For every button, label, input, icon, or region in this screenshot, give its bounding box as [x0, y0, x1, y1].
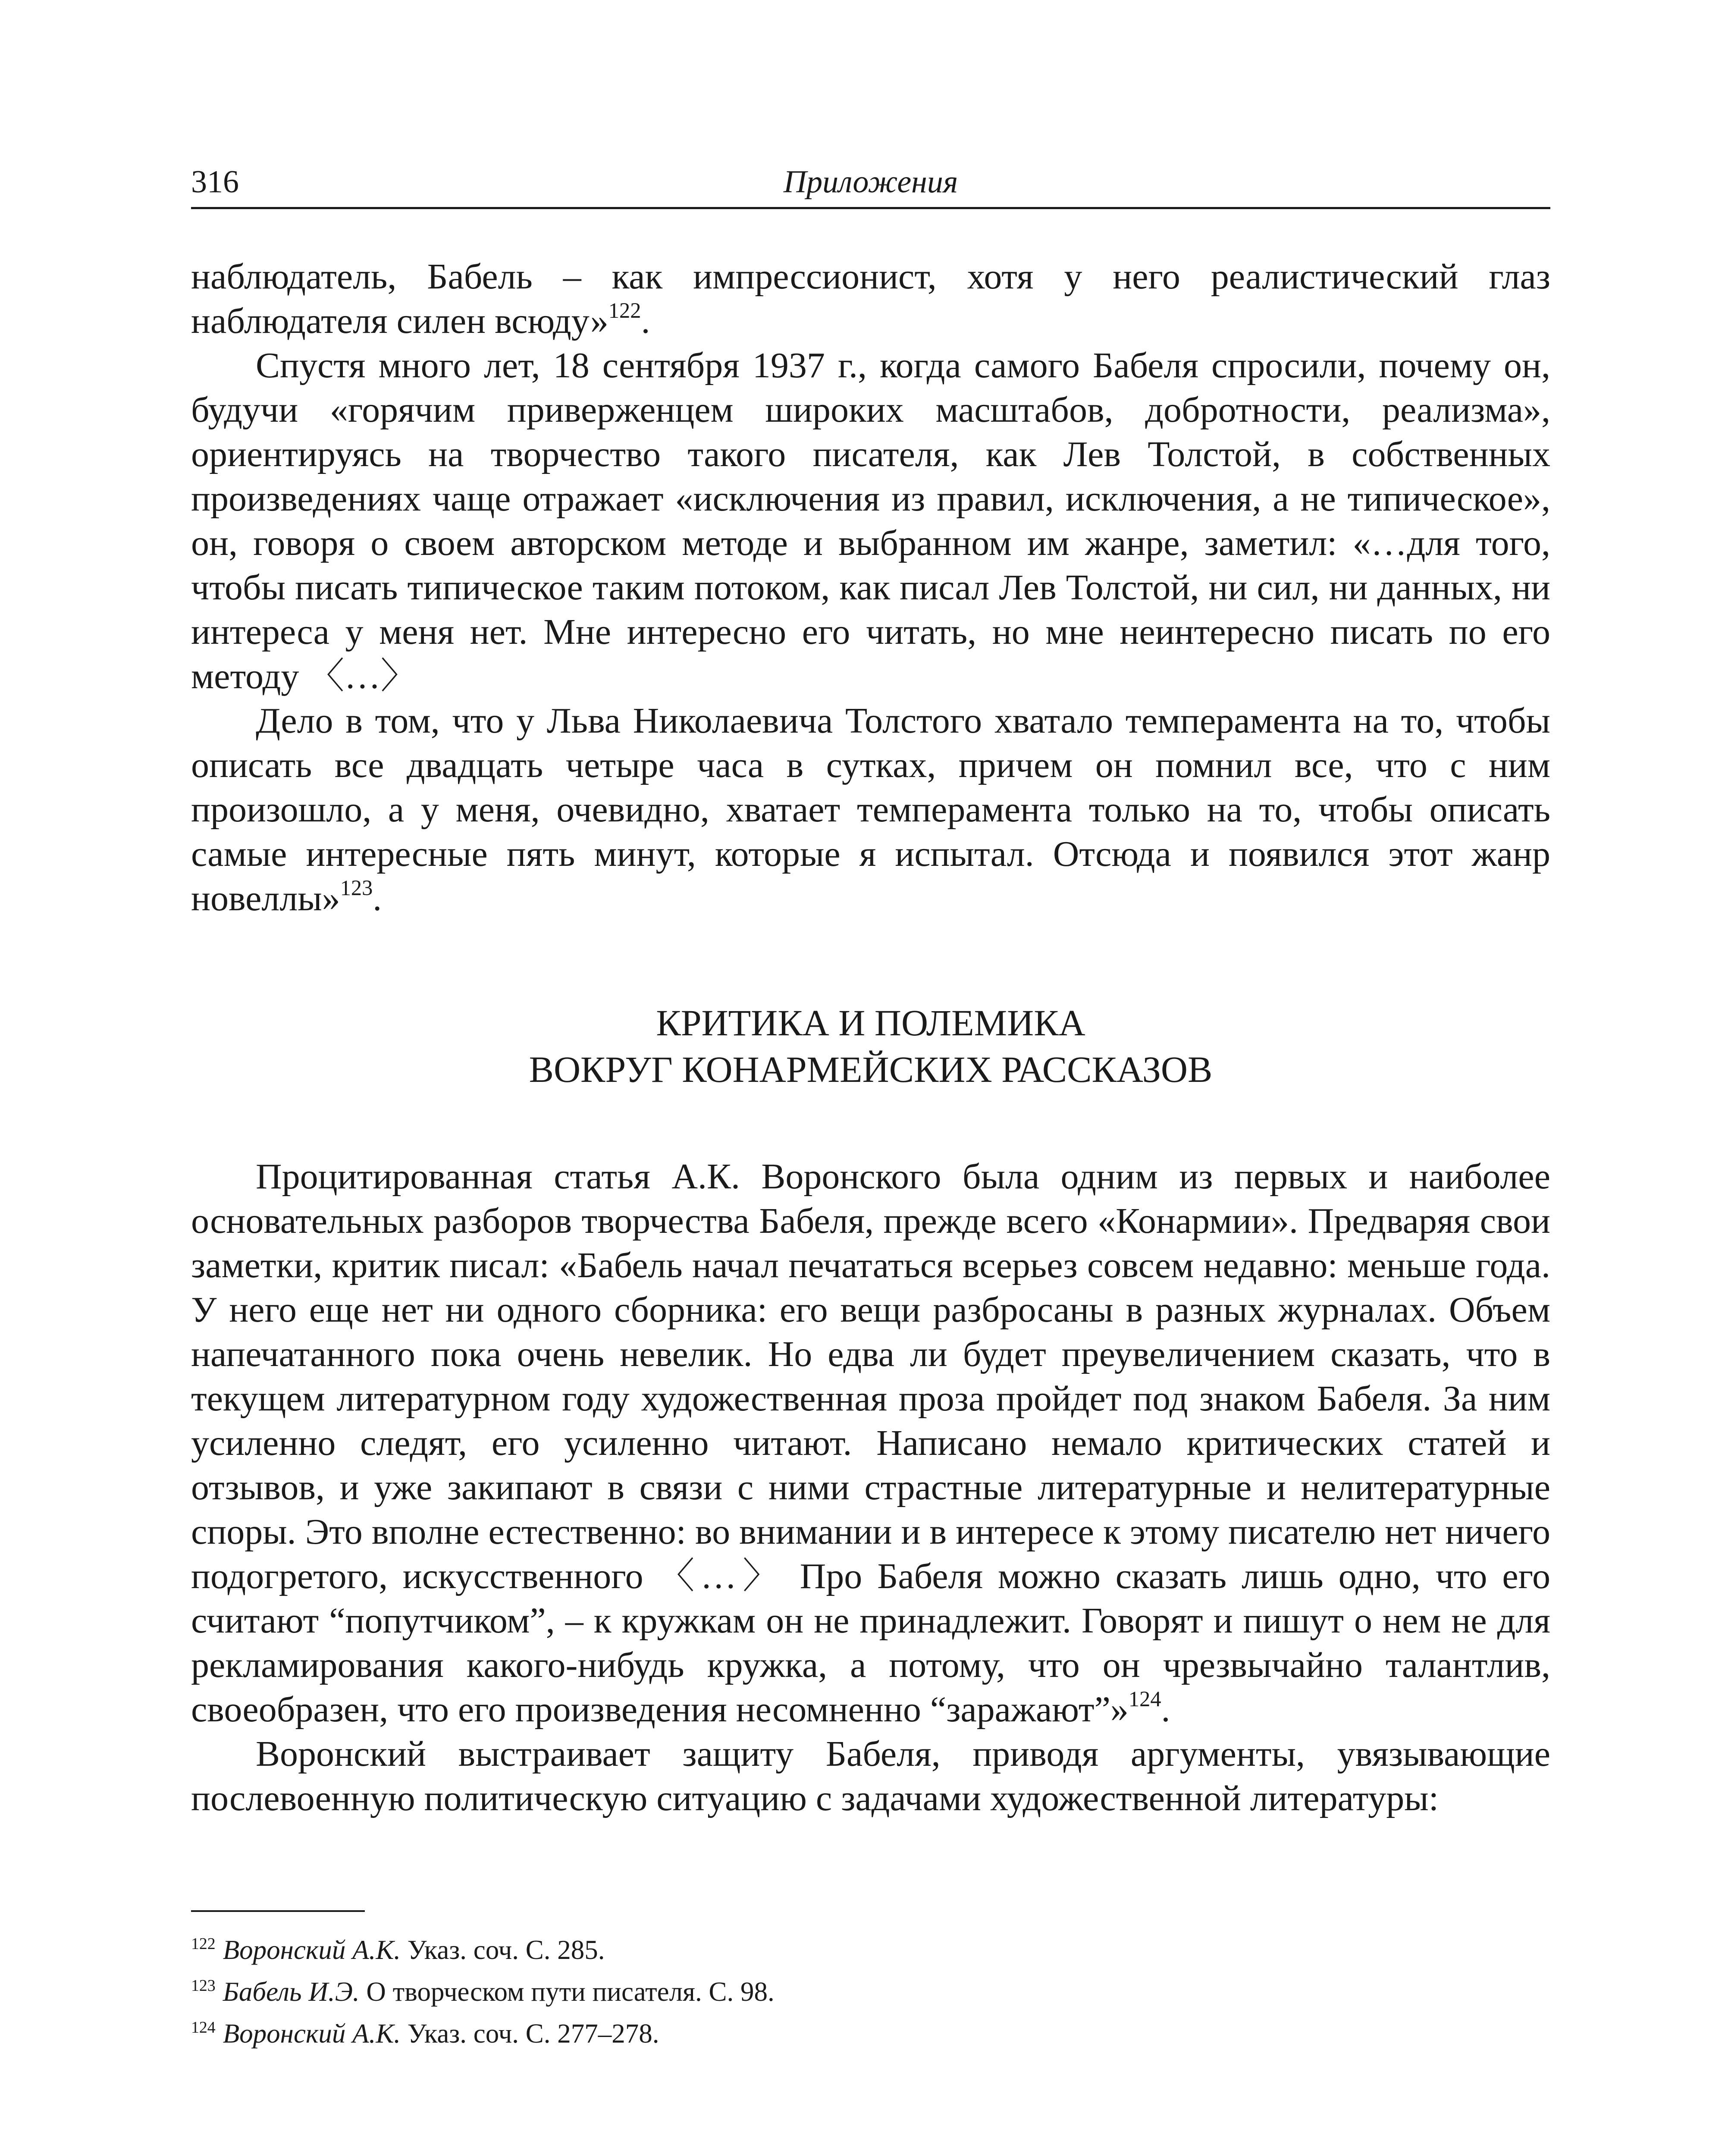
section-heading — [191, 1000, 1550, 1093]
footnote-text: Указ. соч. С. 285. — [407, 1935, 605, 1965]
paragraph-text: наблюдатель, Бабель – как импрессионист, хотя у него реалистический глаз наблюдателя силен всюду» — [191, 257, 1550, 341]
footnote-122 — [191, 1931, 1550, 1973]
page-number: 316 — [191, 164, 239, 200]
footnote-text: Указ. соч. С. 277–278. — [407, 2018, 659, 2049]
footnote-reference-122[interactable]: 122 — [608, 298, 641, 323]
footnote-author: Бабель И.Э. — [223, 1977, 360, 2007]
footnote-124 — [191, 2015, 1550, 2056]
footnote-number: 124 — [191, 2018, 216, 2037]
paragraph — [191, 343, 1550, 699]
footnote-123 — [191, 1973, 1550, 2015]
footnote-separator — [191, 1910, 365, 1912]
paragraph-text: Спустя много лет, 18 сентября 1937 г., когда самого Бабеля спросили, почему он, будучи «горячим приверженцем широких масштабов, добротности, реализма», ориентируясь на творчество такого писателя, как Лев Толстой, в собственных произведениях чаще отражает «исключения из правил, исключения, а не типическое», он, говоря о своем авторском методе и выбранном им жанре, заметил: «…для того, чтобы писать типическое таким потоком, как писал Лев Толстой, ни сил, ни данных, ни интереса у меня нет. Мне интересно его читать, но мне неинтересно писать по его методу 〈…〉 — [191, 345, 1550, 696]
footnote-author: Воронский А.К. — [223, 1935, 401, 1965]
footnote-number: 122 — [191, 1935, 216, 1953]
paragraph-end-punctuation: . — [1161, 1689, 1170, 1730]
paragraph-text: Воронский выстраивает защиту Бабеля, приводя аргументы, увязывающие послевоенную политическую ситуацию с задачами художественной литературы: — [191, 1734, 1550, 1818]
paragraph-continued — [191, 254, 1550, 343]
paragraph — [191, 699, 1550, 921]
paragraph-text: Процитированная статья А.К. Воронского была одним из первых и наиболее основательных разборов творчества Бабеля, прежде всего «Конармии». Предваряя свои заметки, критик писал: «Бабель начал печататься всерьез совсем недавно: меньше года. У него еще нет ни одного сборника: его вещи разбросаны в разных журналах. Объем напечатанного пока очень невелик. Но едва ли будет преувеличением сказать, что в текущем литературном году художественная проза пройдет под знаком Бабеля. За ним усиленно следят, его усиленно читают. Написано немало критических статей и отзывов, и уже закипают в связи с ними страстные литературные и нелитературные споры. Это вполне естественно: во внимании и в интересе к этому писателю нет ничего подогретого, искусственного 〈…〉 Про Бабеля можно сказать лишь одно, что его считают “попутчиком”, – к кружкам он не принадлежит. Говорят и пишут о нем не для рекламирования какого-нибудь кружка, а потому, что он чрезвычайно талантлив, своеобразен, что его произведения несомненно “заражают”» — [191, 1156, 1550, 1730]
footnote-reference-124[interactable]: 124 — [1128, 1686, 1161, 1711]
paragraph-text: Дело в том, что у Льва Николаевича Толстого хватало темперамента на то, чтобы описать все двадцать четыре часа в сутках, причем он помнил все, что с ним произошло, а у меня, очевидно, хватает темперамента только на то, чтобы описать самые интересные пять минут, которые я испытал. Отсюда и появился этот жанр новеллы» — [191, 701, 1550, 918]
footnote-author: Воронский А.К. — [223, 2018, 401, 2049]
header-rule — [191, 207, 1550, 209]
section-heading-line-2: ВОКРУГ КОНАРМЕЙСКИХ РАССКАЗОВ — [529, 1049, 1213, 1090]
footnote-reference-123[interactable]: 123 — [340, 875, 373, 900]
paragraph — [191, 1732, 1550, 1821]
body-text-top — [191, 254, 1550, 921]
paragraph — [191, 1154, 1550, 1732]
footnote-text: О творческом пути писателя. С. 98. — [366, 1977, 775, 2007]
paragraph-end-punctuation: . — [641, 301, 650, 341]
section-heading-line-1: КРИТИКА И ПОЛЕМИКА — [656, 1002, 1085, 1044]
paragraph-end-punctuation: . — [373, 878, 382, 918]
footnotes — [191, 1931, 1550, 2056]
body-text-bottom — [191, 1154, 1550, 1821]
footnote-number: 123 — [191, 1977, 216, 1995]
running-header — [191, 158, 1550, 206]
running-title: Приложения — [783, 164, 958, 200]
